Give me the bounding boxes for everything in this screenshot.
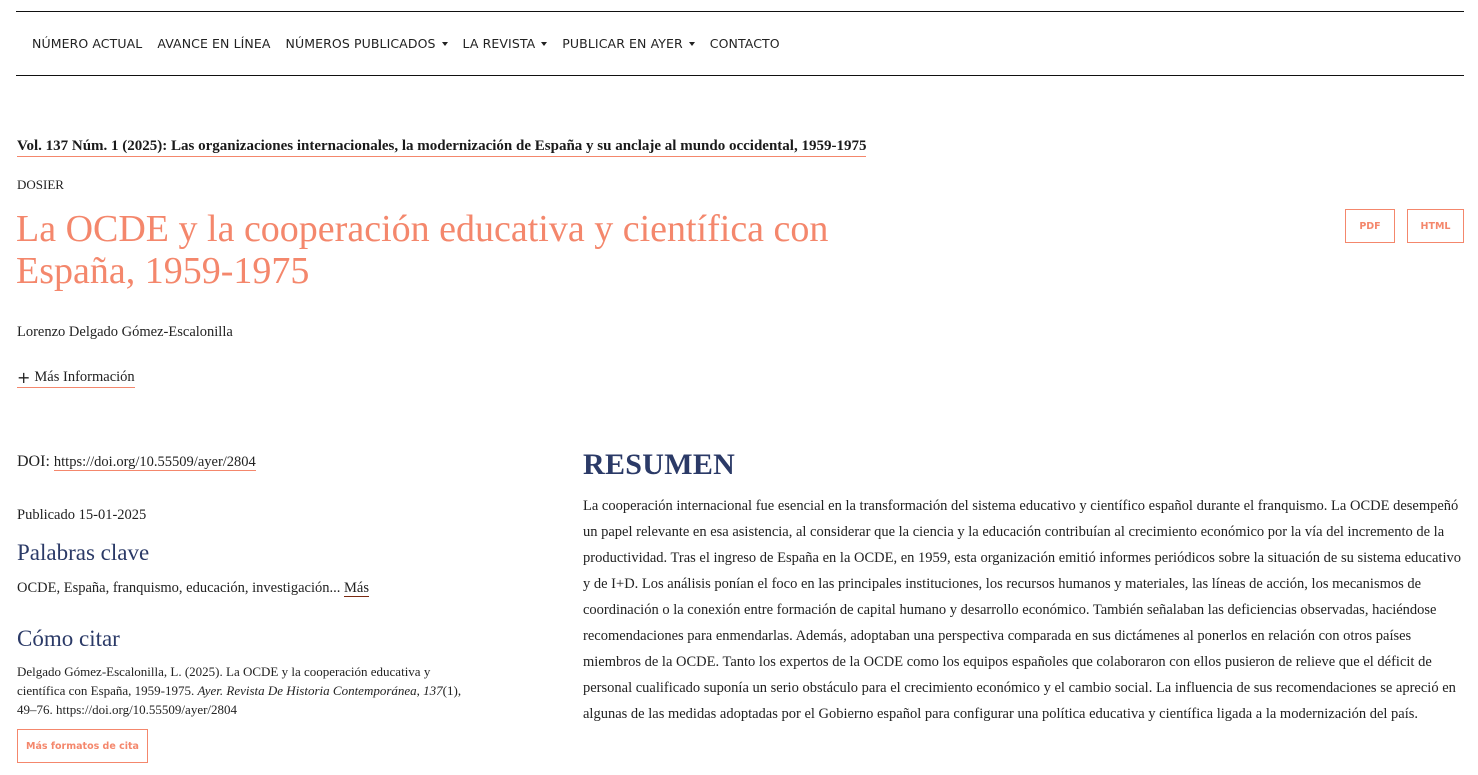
main-navigation (16, 11, 1464, 76)
plus-icon: + (17, 367, 31, 387)
citation-part: Delgado Gómez-Escalonilla, L. (2025). La OCDE y la cooperación educativa y científica con España, 1959-1975. (17, 664, 431, 698)
keywords-list: OCDE, España, franquismo, educación, investigación... (17, 580, 341, 596)
doi-label: DOI: (17, 453, 50, 470)
article-title: La OCDE y la cooperación educativa y científica con España, 1959-1975 (16, 208, 829, 292)
abstract-text: La cooperación internacional fue esencial en la transformación del sistema educativo y científico español durante el franquismo. La OCDE desempeñó un papel relevante en esa asistencia, al considerar que la ciencia y la educación contribuían al crecimiento económico por la vía del incremento de la productividad. Tras el ingreso de España en la OCDE, en 1959, esta organización emitió informes periódicos sobre la situación de su sistema educativo y de I+D. Los análisis ponían el foco en las principales instituciones, los recursos humanos y materiales, las líneas de acción, los mecanismos de coordinación o la conexión entre formación de capital humano y desarrollo económico. También señalaban las deficiencias observadas, haciéndose recomendaciones para enmendarlas. Además, adoptaban una perspectiva comparada en sus dictámenes al ponerlos en relación con otros países miembros de la OCDE. Tanto los expertos de la OCDE como los equipos españoles que colaboraron con ellos pusieron de relieve que el déficit de personal cualificado suponía un serio obstáculo para el crecimiento económico y el cambio social. La influencia de sus recomendaciones se apreció en algunas de las medidas adoptadas por el Gobierno español para configurar una política educativa y científica ligada a la modernización del país. (583, 498, 1461, 722)
html-button[interactable]: HTML (1407, 209, 1464, 243)
nav-item-numeros-publicados[interactable] (286, 36, 448, 51)
issue-link[interactable]: Vol. 137 Núm. 1 (2025): Las organizaciones internacionales, la modernización de España y su anclaje al mundo occidental, 1959-1975 (17, 138, 866, 157)
citation-part: (1), 49–76. https://doi.org/10.55509/ayer/2804 (17, 683, 462, 717)
doi (17, 453, 256, 471)
more-citation-formats-button[interactable]: Más formatos de cita (17, 729, 148, 763)
caret-down-icon (442, 42, 448, 46)
published-date: Publicado 15-01-2025 (17, 507, 147, 523)
keywords-more-link[interactable]: Más (343, 580, 369, 596)
nav-item-label: CONTACTO (709, 36, 780, 51)
caret-down-icon (689, 42, 695, 46)
nav-item-label: AVANCE EN LÍNEA (157, 36, 271, 51)
nav-item-label: NÚMERO ACTUAL (32, 36, 143, 51)
pdf-button[interactable]: PDF (1345, 209, 1395, 243)
more-info-toggle[interactable] (17, 369, 135, 388)
author-name: Lorenzo Delgado Gómez-Escalonilla (17, 324, 233, 340)
keywords (17, 580, 369, 597)
nav-item-avance-en-linea[interactable] (157, 36, 270, 51)
caret-down-icon (541, 42, 547, 46)
keywords-heading: Palabras clave (17, 540, 150, 565)
cite-heading: Cómo citar (17, 626, 120, 651)
nav-item-label: NÚMEROS PUBLICADOS (285, 36, 436, 51)
nav-item-la-revista[interactable] (463, 36, 548, 51)
abstract-heading: RESUMEN (583, 448, 736, 481)
citation-volume: 137 (423, 683, 443, 698)
citation-text (17, 662, 462, 719)
nav-item-numero-actual[interactable] (32, 36, 142, 51)
nav-item-publicar-en-ayer[interactable] (562, 36, 694, 51)
nav-item-label: LA REVISTA (462, 36, 536, 51)
nav-item-contacto[interactable] (710, 36, 780, 51)
section-label: DOSIER (17, 177, 64, 192)
doi-link[interactable]: https://doi.org/10.55509/ayer/2804 (53, 454, 256, 470)
citation-journal: Ayer. Revista De Historia Contemporánea (197, 683, 417, 698)
citation-sep: , (416, 683, 424, 698)
nav-item-label: PUBLICAR EN AYER (562, 36, 683, 51)
more-info-label: Más Información (34, 369, 135, 385)
